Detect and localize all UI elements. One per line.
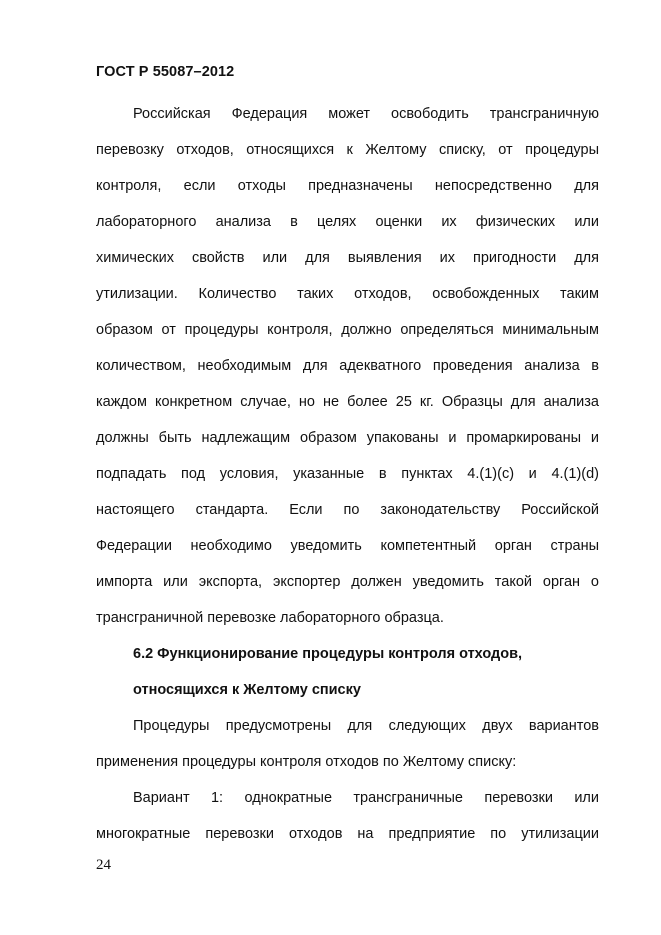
paragraph-line: лабораторного анализа в целях оценки их физических или — [96, 214, 599, 230]
paragraph-line: Процедуры предусмотрены для следующих двух вариантов — [133, 718, 599, 734]
paragraph-line: перевозку отходов, относящихся к Желтому списку, от процедуры — [96, 142, 599, 158]
paragraph-line: трансграничной перевозке лабораторного образца. — [96, 610, 444, 626]
page-number: 24 — [96, 857, 111, 873]
section-heading: 6.2 Функционирование процедуры контроля отходов, — [133, 646, 523, 662]
paragraph-line: Российская Федерация может освободить трансграничную — [133, 106, 599, 122]
paragraph-line: должны быть надлежащим образом упакованы и промаркированы и — [96, 430, 599, 446]
paragraph-line: многократные перевозки отходов на предприятие по утилизации — [96, 826, 599, 842]
paragraph-line: образом от процедуры контроля, должно определяться минимальным — [96, 322, 599, 338]
paragraph-line: Вариант 1: однократные трансграничные перевозки или — [133, 790, 599, 806]
paragraph-line: подпадать под условия, указанные в пунктах 4.(1)(c) и 4.(1)(d) — [96, 466, 599, 482]
paragraph-line: импорта или экспорта, экспортер должен уведомить такой орган о — [96, 574, 599, 590]
paragraph-line: количеством, необходимым для адекватного проведения анализа в — [96, 358, 599, 374]
paragraph-line: химических свойств или для выявления их пригодности для — [96, 250, 599, 266]
document-header: ГОСТ Р 55087–2012 — [96, 64, 235, 80]
paragraph-line: Федерации необходимо уведомить компетентный орган страны — [96, 538, 599, 554]
paragraph-line: применения процедуры контроля отходов по Желтому списку: — [96, 754, 517, 770]
paragraph-line: настоящего стандарта. Если по законодательству Российской — [96, 502, 599, 518]
paragraph-line: контроля, если отходы предназначены непосредственно для — [96, 178, 599, 194]
paragraph-line: каждом конкретном случае, но не более 25 кг. Образцы для анализа — [96, 394, 599, 410]
section-heading: относящихся к Желтому списку — [133, 682, 361, 698]
paragraph-line: утилизации. Количество таких отходов, освобожденных таким — [96, 286, 599, 302]
